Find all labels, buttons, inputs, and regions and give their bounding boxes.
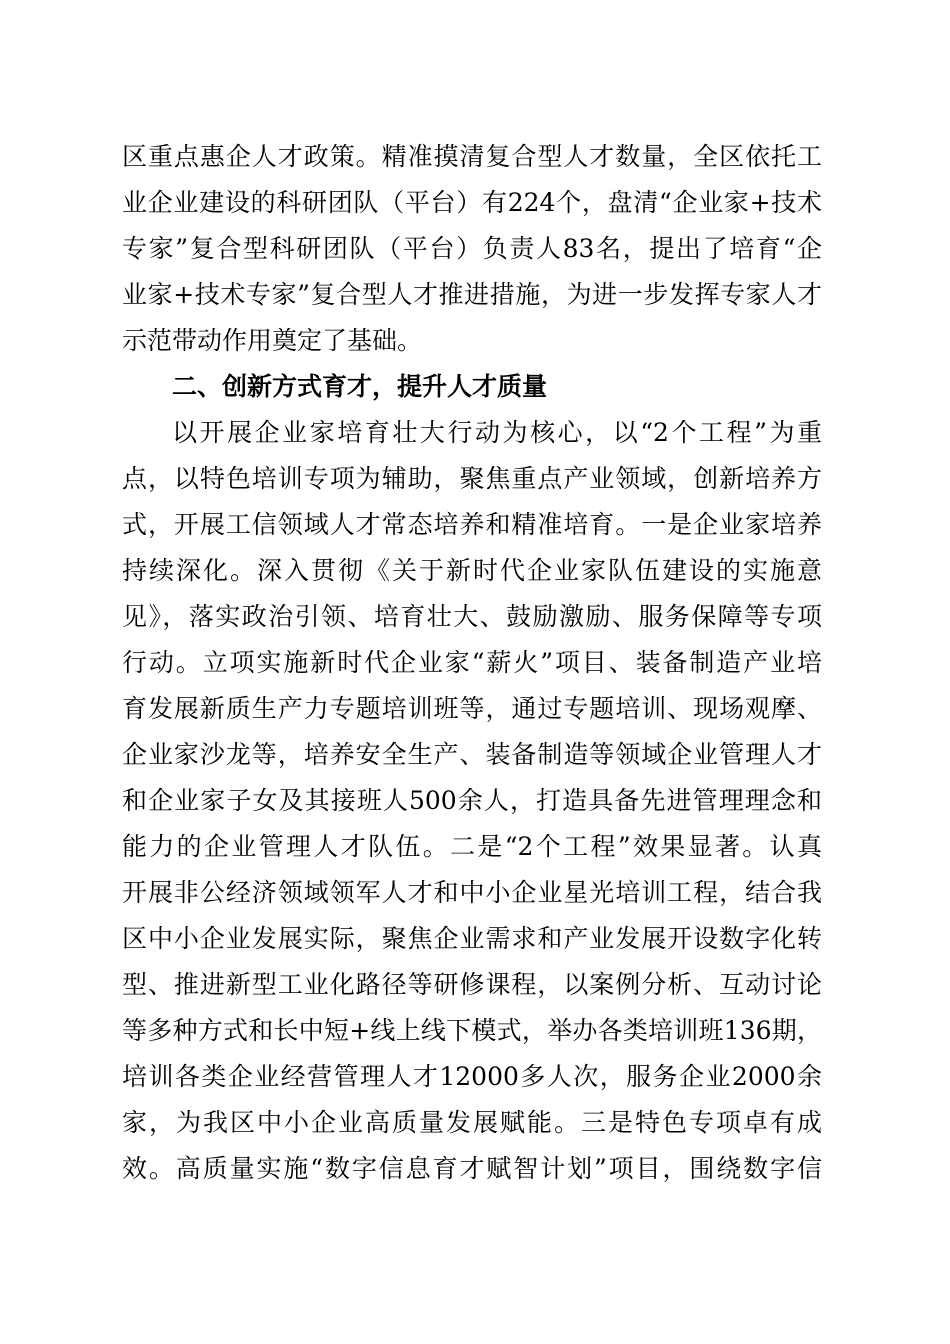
section-heading: 二、创新方式育才，提升人才质量 xyxy=(172,372,548,401)
text-line: 等多种方式和长中短+线上线下模式，举办各类培训班136期， xyxy=(122,1016,822,1045)
text-line: 见》，落实政治引领、培育壮大、鼓励激励、服务保障等专项 xyxy=(122,602,822,631)
text-line: 行动。立项实施新时代企业家“薪火”项目、装备制造产业培 xyxy=(122,648,822,677)
text-line: 和企业家子女及其接班人500余人，打造具备先进管理理念和 xyxy=(122,786,822,815)
text-line: 培训各类企业经营管理人才12000多人次，服务企业2000余 xyxy=(122,1062,822,1091)
text-line: 区中小企业发展实际，聚焦企业需求和产业发展开设数字化转 xyxy=(122,924,822,953)
text-line: 育发展新质生产力专题培训班等，通过专题培训、现场观摩、 xyxy=(122,694,822,723)
text-line: 型、推进新型工业化路径等研修课程，以案例分析、互动讨论 xyxy=(122,970,822,999)
text-line: 持续深化。深入贯彻《关于新时代企业家队伍建设的实施意 xyxy=(122,556,822,585)
text-line: 业家+技术专家”复合型人才推进措施，为进一步发挥专家人才 xyxy=(122,280,822,309)
text-line: 企业家沙龙等，培养安全生产、装备制造等领域企业管理人才 xyxy=(122,740,822,769)
text-line: 业企业建设的科研团队（平台）有224个，盘清“企业家+技术 xyxy=(122,188,822,217)
text-line: 示范带动作用奠定了基础。 xyxy=(122,326,423,355)
text-line: 以开展企业家培育壮大行动为核心，以“2个工程”为重 xyxy=(172,418,822,447)
text-line: 专家”复合型科研团队（平台）负责人83名，提出了培育“企 xyxy=(122,234,822,263)
text-line: 效。高质量实施“数字信息育才赋智计划”项目，围绕数字信 xyxy=(122,1154,822,1183)
text-line: 区重点惠企人才政策。精准摸清复合型人才数量，全区依托工 xyxy=(122,142,822,171)
text-line: 式，开展工信领域人才常态培养和精准培育。一是企业家培养 xyxy=(122,510,822,539)
text-line: 开展非公经济领域领军人才和中小企业星光培训工程，结合我 xyxy=(122,878,822,907)
text-line: 家，为我区中小企业高质量发展赋能。三是特色专项卓有成 xyxy=(122,1108,822,1137)
text-line: 点，以特色培训专项为辅助，聚焦重点产业领域，创新培养方 xyxy=(122,464,822,493)
text-line: 能力的企业管理人才队伍。二是“2个工程”效果显著。认真 xyxy=(122,832,822,861)
